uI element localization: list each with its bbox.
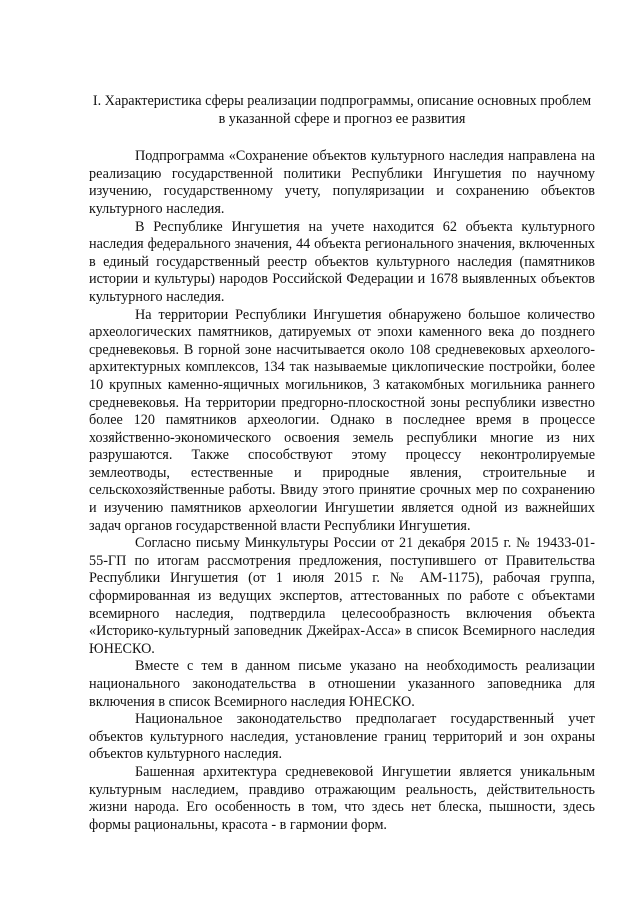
paragraph-national-legislation-need: Вместе с тем в данном письме указано на необходимость реализации национального законодательства в отношении указанного заповедника для включения в список Всемирного наследия ЮНЕСКО. <box>89 658 595 710</box>
paragraph-archaeological-monuments: На территории Республики Ингушетия обнаружено большое количество археологических памятников, датируемых от эпохи каменного века до позднего средневековья. В горной зоне насчитывается около 108 средневековых археолого-архитектурных комплексов, 134 так называемые циклопические постройки, более 10 крупных каменно-ящичных могильников, 3 катакомбных могильника раннего средневековья. На территории предгорно-плоскостной зоны республики известно более 120 памятников археологии. Однако в последнее время в процессе хозяйственно-экономического освоения земель республики многие из них разрушаются. Также способствуют этому процессу неконтролируемые землеотводы, естественные и природные явления, строительные и сельскохозяйственные работы. Ввиду этого принятие срочных мер по сохранению и изучению памятников археологии Ингушетии является одной из важнейших задач органов государственной власти Республики Ингушетия. <box>89 306 595 534</box>
document-body <box>89 93 595 834</box>
paragraph-program-purpose: Подпрограмма «Сохранение объектов культурного наследия направлена на реализацию государственной политики Республики Ингушетия по научному изучению, государственному учету, популяризации и сохранению объектов культурного наследия. <box>89 148 595 217</box>
paragraph-ministry-letter: Согласно письму Минкультуры России от 21 декабря 2015 г. № 19433-01-55-ГП по итогам рассмотрения предложения, поступившего от Правительства Республики Ингушетия (от 1 июля 2015 г. № АМ-1175), рабочая группа, сформированная из ведущих экспертов, аттестованных по работе с объектами всемирного наследия, подтвердила целесообразность включения объекта «Историко-культурный заповедник Джейрах-Асса» в список Всемирного наследия ЮНЕСКО. <box>89 535 595 657</box>
section-heading: I. Характеристика сферы реализации подпрограммы, описание основных проблем в указанной сфере и прогноз ее развития <box>92 93 592 127</box>
paragraph-tower-architecture: Башенная архитектура средневековой Ингушетии является уникальным культурным наследием, правдиво отражающим реальность, действительность жизни народа. Его особенность в том, что здесь нет блеска, пышности, здесь формы рациональны, красота - в гармонии форм. <box>89 763 595 833</box>
paragraph-registered-objects: В Республике Ингушетия на учете находится 62 объекта культурного наследия федерального значения, 44 объекта регионального значения, включенных в единый государственный реестр объектов культурного наследия (памятников истории и культуры) народов Российской Федерации и 1678 выявленных объектов культурного наследия. <box>89 218 595 305</box>
paragraph-national-legislation: Национальное законодательство предполагает государственный учет объектов культурного наследия, установление границ территорий и зон охраны объектов культурного наследия. <box>89 711 595 763</box>
